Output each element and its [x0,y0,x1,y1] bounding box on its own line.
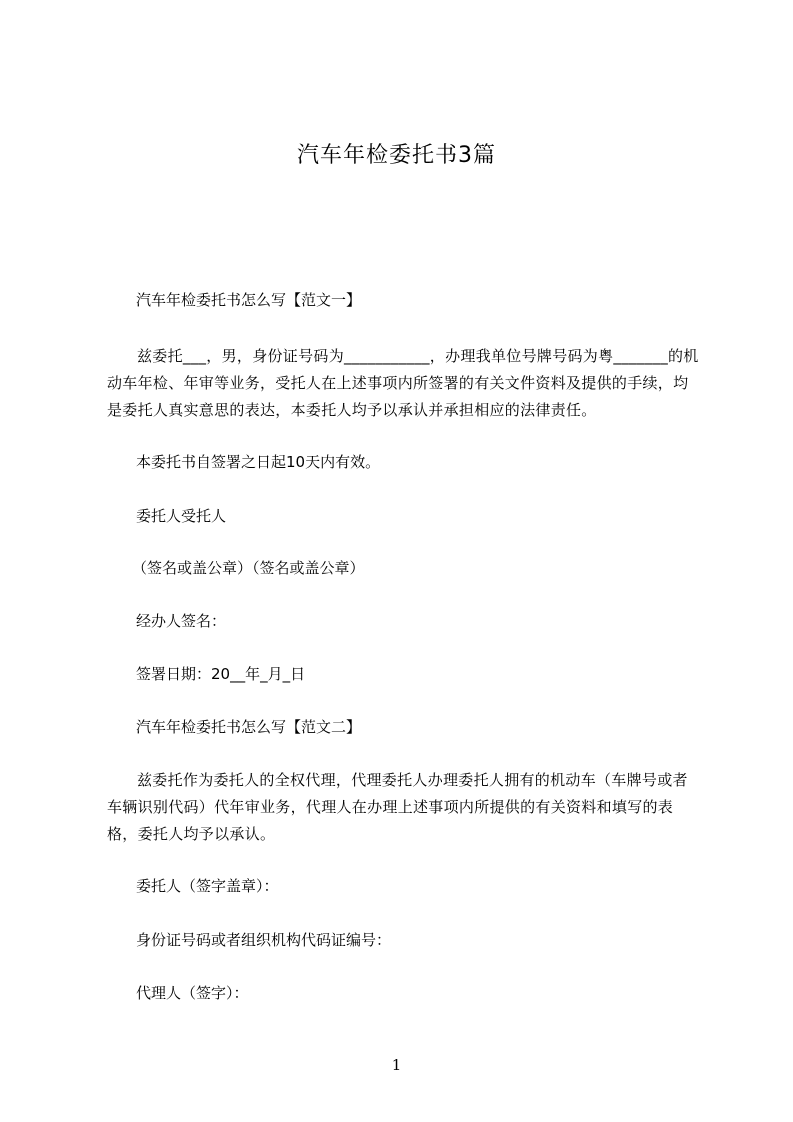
section-heading-2: 汽车年检委托书怎么写【范文二】 [136,718,362,736]
validity-text: 本委托书自签署之日起10天内有效。 [136,453,381,471]
section-heading-1: 汽车年检委托书怎么写【范文一】 [136,291,362,309]
principal-signature: 委托人（签字盖章）： [136,877,279,895]
sign-date: 签署日期：20__年_月_日 [136,665,306,683]
signature-line: （签名或盖公章）（签名或盖公章） [132,559,365,577]
paragraph-2: 兹委托作为委托人的全权代理，代理委托人办理委托人拥有的机动车（车牌号或者车辆识别代码）代年审业务，代理人在办理上述事项内所提供的有关资料和填写的表格，委托人均予以承认。 [107,771,688,843]
page-number: 1 [391,1056,402,1074]
document-title: 汽车年检委托书3篇 [297,143,496,168]
paragraph-1: 兹委托___，男，身份证号码为___________，办理我单位号牌号码为粤_______的机动车年检、年审等业务，受托人在上述事项内所签署的有关文件资料及提供的手续，均是委托人真实意思的表达，本委托人均予以承认并承担相应的法律责任。 [107,347,699,419]
parties-line: 委托人受托人 [136,507,227,525]
id-number-line: 身份证号码或者组织机构代码证编号： [136,931,392,949]
agent-signature: 代理人（签字）： [136,984,249,1002]
handler-signature: 经办人签名： [136,612,227,630]
